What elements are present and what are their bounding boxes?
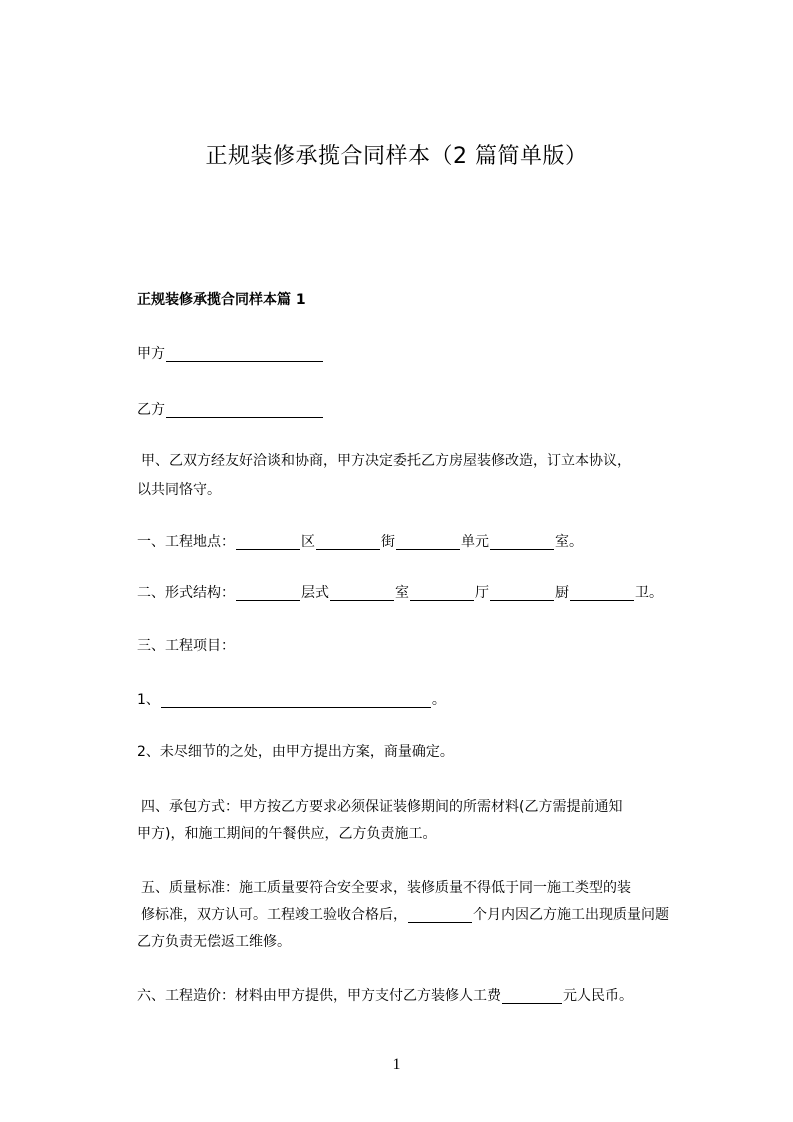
- kitchen-count-label: 厨: [555, 585, 569, 601]
- party-b-line: [137, 399, 324, 421]
- item-1-prefix: 1、: [137, 692, 160, 708]
- document-title: 正规装修承揽合同样本（2 篇简单版）: [205, 144, 588, 169]
- structure-line: [137, 582, 663, 604]
- bath-count-blank: [570, 584, 634, 601]
- quality-line-2-part-2: 个月内因乙方施工出现质量问题: [473, 907, 669, 923]
- contract-method-line-1: 四、承包方式：甲方按乙方要求必须保证装修期间的所需材料(乙方需提前通知: [141, 799, 623, 815]
- labor-fee-blank: [502, 987, 562, 1004]
- party-a-label: 甲方: [137, 346, 165, 362]
- cost-line: [137, 985, 633, 1007]
- quality-line-3: 乙方负责无偿返工维修。: [137, 934, 291, 950]
- room-label: 室。: [555, 534, 583, 550]
- kitchen-count-blank: [490, 584, 554, 601]
- cost-line-part-2: 元人民币。: [563, 988, 633, 1004]
- unit-blank: [396, 533, 460, 550]
- project-heading: 三、工程项目：: [137, 638, 235, 654]
- item-2-line: 2、未尽细节的之处，由甲方提出方案，商量确定。: [137, 744, 454, 760]
- work-location-line: [137, 531, 583, 553]
- warranty-months-blank: [408, 906, 472, 923]
- hall-count-blank: [410, 584, 474, 601]
- item-1-blank: [161, 691, 431, 708]
- bath-count-label: 卫。: [635, 585, 663, 601]
- party-b-blank: [166, 401, 323, 418]
- cost-line-part-1: 六、工程造价：材料由甲方提供，甲方支付乙方装修人工费: [137, 988, 501, 1004]
- item-1-suffix: 。: [431, 692, 446, 708]
- district-blank: [236, 533, 300, 550]
- unit-label: 单元: [461, 534, 489, 550]
- quality-line-1: 五、质量标准：施工质量要符合安全要求，装修质量不得低于同一施工类型的装: [141, 880, 631, 896]
- hall-count-label: 厅: [475, 585, 489, 601]
- district-label: 区: [301, 534, 315, 550]
- contract-method-line-2: 甲方)，和施工期间的午餐供应，乙方负责施工。: [137, 826, 437, 842]
- street-label: 街: [381, 534, 395, 550]
- page-number: 1: [392, 1056, 401, 1073]
- quality-line-2-part-1: 修标准，双方认可。工程竣工验收合格后，: [141, 907, 407, 923]
- street-blank: [316, 533, 380, 550]
- party-b-label: 乙方: [137, 402, 165, 418]
- work-location-label: 一、工程地点：: [137, 534, 235, 550]
- room-count-blank: [330, 584, 394, 601]
- item-1-line: [137, 689, 446, 711]
- quality-line-2: [141, 904, 669, 926]
- intro-line-1: 甲、乙双方经友好洽谈和协商，甲方决定委托乙方房屋装修改造，订立本协议，: [141, 453, 631, 469]
- intro-line-2: 以共同恪守。: [137, 482, 221, 498]
- floor-style-blank: [236, 584, 300, 601]
- party-a-line: [137, 343, 324, 365]
- structure-label: 二、形式结构：: [137, 585, 235, 601]
- room-count-label: 室: [395, 585, 409, 601]
- party-a-blank: [166, 345, 323, 362]
- floor-style-label: 层式: [301, 585, 329, 601]
- room-blank: [490, 533, 554, 550]
- section-title: 正规装修承揽合同样本篇 1: [137, 292, 306, 308]
